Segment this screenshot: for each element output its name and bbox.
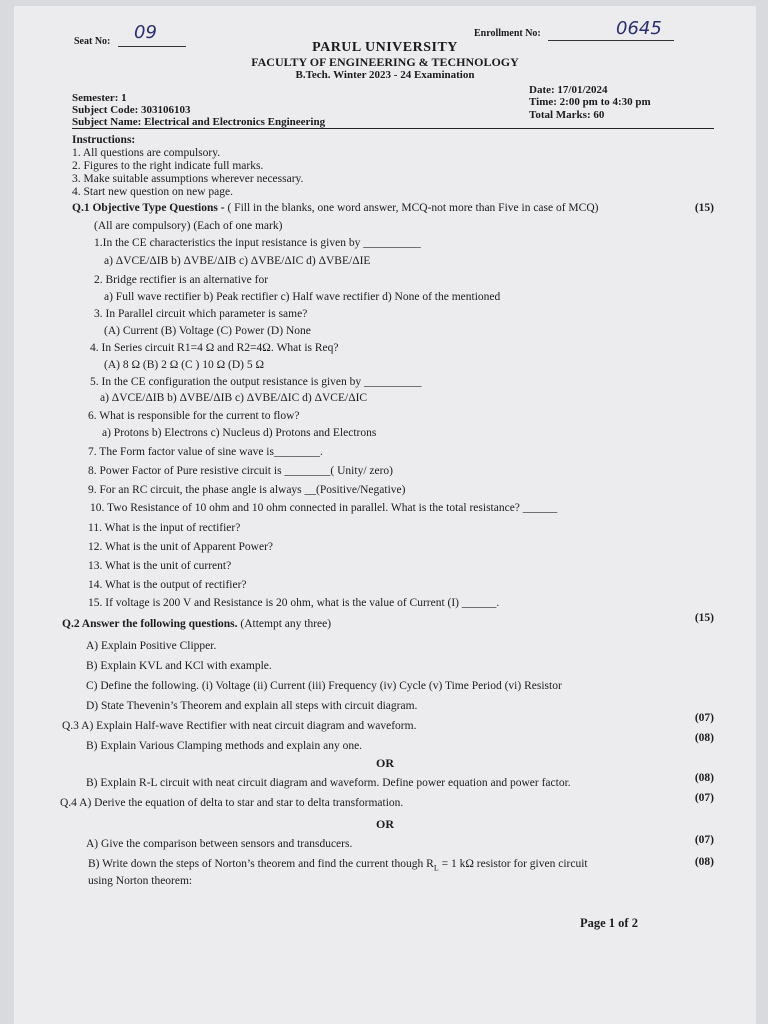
q1-line: 15. If voltage is 200 V and Resistance is 20 ohm, what is the value of Current (I) ______. xyxy=(88,597,500,609)
seat-value: 09 xyxy=(134,22,157,43)
q3-b: B) Explain Various Clamping methods and explain any one. xyxy=(86,740,363,752)
q4-b xyxy=(88,858,588,872)
q2-heading xyxy=(62,618,331,630)
enrollment-field xyxy=(548,18,674,41)
q4-a: Q.4 A) Derive the equation of delta to star and star to delta transformation. xyxy=(60,797,404,809)
q1-line: 12. What is the unit of Apparent Power? xyxy=(88,541,274,553)
q1-title: Q.1 Objective Type Questions - xyxy=(72,202,225,214)
subject-name: Subject Name: Electrical and Electronics Engineering xyxy=(72,116,326,128)
enrollment-label: Enrollment No: xyxy=(474,28,541,39)
exam-paper xyxy=(14,6,756,1024)
q1-line: (A) Current (B) Voltage (C) Power (D) None xyxy=(104,325,311,337)
semester: Semester: 1 xyxy=(72,92,127,104)
q2-title-rest: (Attempt any three) xyxy=(237,618,332,630)
q2-title: Q.2 Answer the following questions. xyxy=(62,618,238,630)
q2-item: D) State Thevenin’s Theorem and explain all steps with circuit diagram. xyxy=(86,700,418,712)
q1-line: 2. Bridge rectifier is an alternative for xyxy=(94,274,269,286)
total-marks: Total Marks: 60 xyxy=(529,109,605,121)
q1-line: 1.In the CE characteristics the input resistance is given by __________ xyxy=(94,237,421,249)
q1-line: 14. What is the output of rectifier? xyxy=(88,579,247,591)
q3-a: Q.3 A) Explain Half-wave Rectifier with neat circuit diagram and waveform. xyxy=(62,720,417,732)
instructions-title: Instructions: xyxy=(72,134,136,146)
instruction-item: 4. Start new question on new page. xyxy=(72,186,233,198)
q3-a-marks: (07) xyxy=(694,712,714,724)
q4-b-subscript: L xyxy=(433,863,439,873)
seat-label: Seat No: xyxy=(74,36,111,47)
q4-a-alt-marks: (07) xyxy=(694,834,714,846)
q3-b-alt: B) Explain R-L circuit with neat circuit diagram and waveform. Define power equation and power factor. xyxy=(86,777,571,789)
exam-title: B.Tech. Winter 2023 - 24 Examination xyxy=(295,69,475,81)
enrollment-value: 0645 xyxy=(616,18,662,39)
q1-line: 10. Two Resistance of 10 ohm and 10 ohm connected in parallel. What is the total resistance? ______ xyxy=(90,502,558,514)
q1-line: 13. What is the unit of current? xyxy=(88,560,232,572)
q1-line: 6. What is responsible for the current to flow? xyxy=(88,410,300,422)
q1-heading xyxy=(72,202,598,214)
q1-line: a) Full wave rectifier b) Peak rectifier c) Half wave rectifier d) None of the mentioned xyxy=(104,291,501,303)
q3-b-marks: (08) xyxy=(694,732,714,744)
q4-b-text-end: = 1 kΩ resistor for given circuit xyxy=(438,858,588,870)
q1-line: (A) 8 Ω (B) 2 Ω (C ) 10 Ω (D) 5 Ω xyxy=(104,359,265,371)
faculty-name: FACULTY OF ENGINEERING & TECHNOLOGY xyxy=(251,55,519,69)
university-name: PARUL UNIVERSITY xyxy=(312,40,458,55)
exam-time: Time: 2:00 pm to 4:30 pm xyxy=(529,96,651,108)
q1-line: 7. The Form factor value of sine wave is________. xyxy=(88,446,323,458)
header-divider xyxy=(72,128,714,129)
q1-line: a) ΔVCE/ΔIB b) ΔVBE/ΔIB c) ΔVBE/ΔIC d) ΔVBE/ΔIE xyxy=(104,255,371,267)
q2-item: C) Define the following. (i) Voltage (ii) Current (iii) Frequency (iv) Cycle (v) Time Period (vi) Resistor xyxy=(86,680,562,692)
q4-b-text: B) Write down the steps of Norton’s theorem and find the current though R xyxy=(88,858,434,870)
instruction-item: 2. Figures to the right indicate full marks. xyxy=(72,160,264,172)
q1-line: 8. Power Factor of Pure resistive circuit is ________( Unity/ zero) xyxy=(88,465,394,477)
q1-line: 11. What is the input of rectifier? xyxy=(88,522,241,534)
q2-item: A) Explain Positive Clipper. xyxy=(86,640,217,652)
q1-line: a) ΔVCE/ΔIB b) ΔVBE/ΔIB c) ΔVBE/ΔIC d) ΔVCE/ΔIC xyxy=(100,392,368,404)
q4-b-marks: (08) xyxy=(694,856,714,868)
q1-marks: (15) xyxy=(694,202,714,214)
or-separator: OR xyxy=(376,756,394,770)
subject-code: Subject Code: 303106103 xyxy=(72,104,191,116)
q1-line: 3. In Parallel circuit which parameter is same? xyxy=(94,308,308,320)
instruction-item: 3. Make suitable assumptions wherever necessary. xyxy=(72,173,304,185)
exam-date: Date: 17/01/2024 xyxy=(529,84,608,96)
q4-b-line2: using Norton theorem: xyxy=(88,875,193,887)
q1-line: a) Protons b) Electrons c) Nucleus d) Protons and Electrons xyxy=(102,427,377,439)
q1-line: 5. In the CE configuration the output resistance is given by __________ xyxy=(90,376,422,388)
q1-line: 4. In Series circuit R1=4 Ω and R2=4Ω. What is Req? xyxy=(90,342,339,354)
q1-line: 9. For an RC circuit, the phase angle is always __(Positive/Negative) xyxy=(88,484,406,496)
q3-b-alt-marks: (08) xyxy=(694,772,714,784)
q1-subtitle: (All are compulsory) (Each of one mark) xyxy=(94,220,283,232)
q1-title-rest: ( Fill in the blanks, one word answer, MCQ-not more than Five in case of MCQ) xyxy=(224,202,599,214)
instruction-item: 1. All questions are compulsory. xyxy=(72,147,221,159)
q2-marks: (15) xyxy=(694,612,714,624)
or-separator: OR xyxy=(376,817,394,831)
q4-a-marks: (07) xyxy=(694,792,714,804)
q2-item: B) Explain KVL and KCl with example. xyxy=(86,660,272,672)
q4-a-alt: A) Give the comparison between sensors and transducers. xyxy=(86,838,353,850)
page-number: Page 1 of 2 xyxy=(580,916,638,930)
